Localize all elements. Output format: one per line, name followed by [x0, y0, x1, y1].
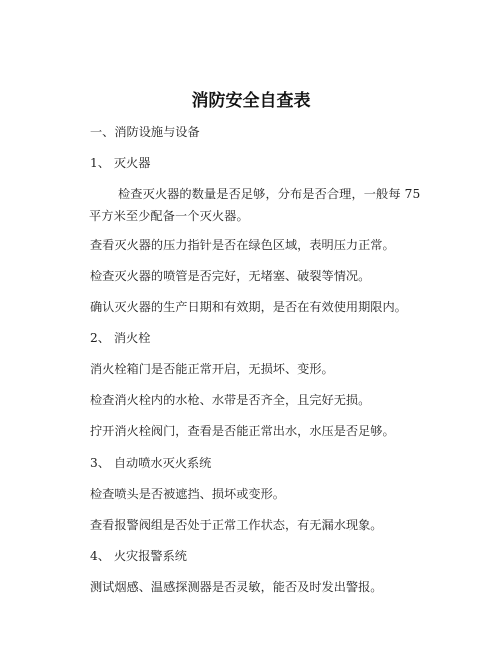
item-heading-extinguisher: 1、 灭火器: [90, 156, 151, 170]
item-heading-sprinkler: 3、 自动喷水灭火系统: [90, 456, 212, 470]
paragraph: 查看报警阀组是否处于正常工作状态，有无漏水现象。: [90, 518, 383, 532]
paragraph: 拧开消火栓阀门，查看是否能正常出水，水压是否足够。: [90, 424, 395, 438]
document-title: 消防安全自查表: [191, 91, 311, 111]
paragraph: 消火栓箱门是否能正常开启，无损坏、变形。: [90, 362, 334, 376]
section-heading: 一、消防设施与设备: [90, 125, 200, 139]
item-heading-alarm: 4、 火灾报警系统: [90, 549, 187, 563]
paragraph: 检查灭火器的数量是否足够，分布是否合理，一般每 75 平方米至少配备一个灭火器。: [89, 187, 421, 223]
paragraph: 检查灭火器的喷管是否完好，无堵塞、破裂等情况。: [90, 269, 371, 283]
paragraph: 确认灭火器的生产日期和有效期，是否在有效使用期限内。: [90, 300, 407, 314]
paragraph: 测试烟感、温感探测器是否灵敏，能否及时发出警报。: [90, 580, 383, 594]
paragraph: 检查消火栓内的水枪、水带是否齐全，且完好无损。: [90, 393, 371, 407]
paragraph: 检查喷头是否被遮挡、损坏或变形。: [90, 487, 285, 501]
item-heading-hydrant: 2、 消火栓: [90, 331, 151, 345]
paragraph: 查看灭火器的压力指针是否在绿色区域，表明压力正常。: [90, 238, 395, 252]
